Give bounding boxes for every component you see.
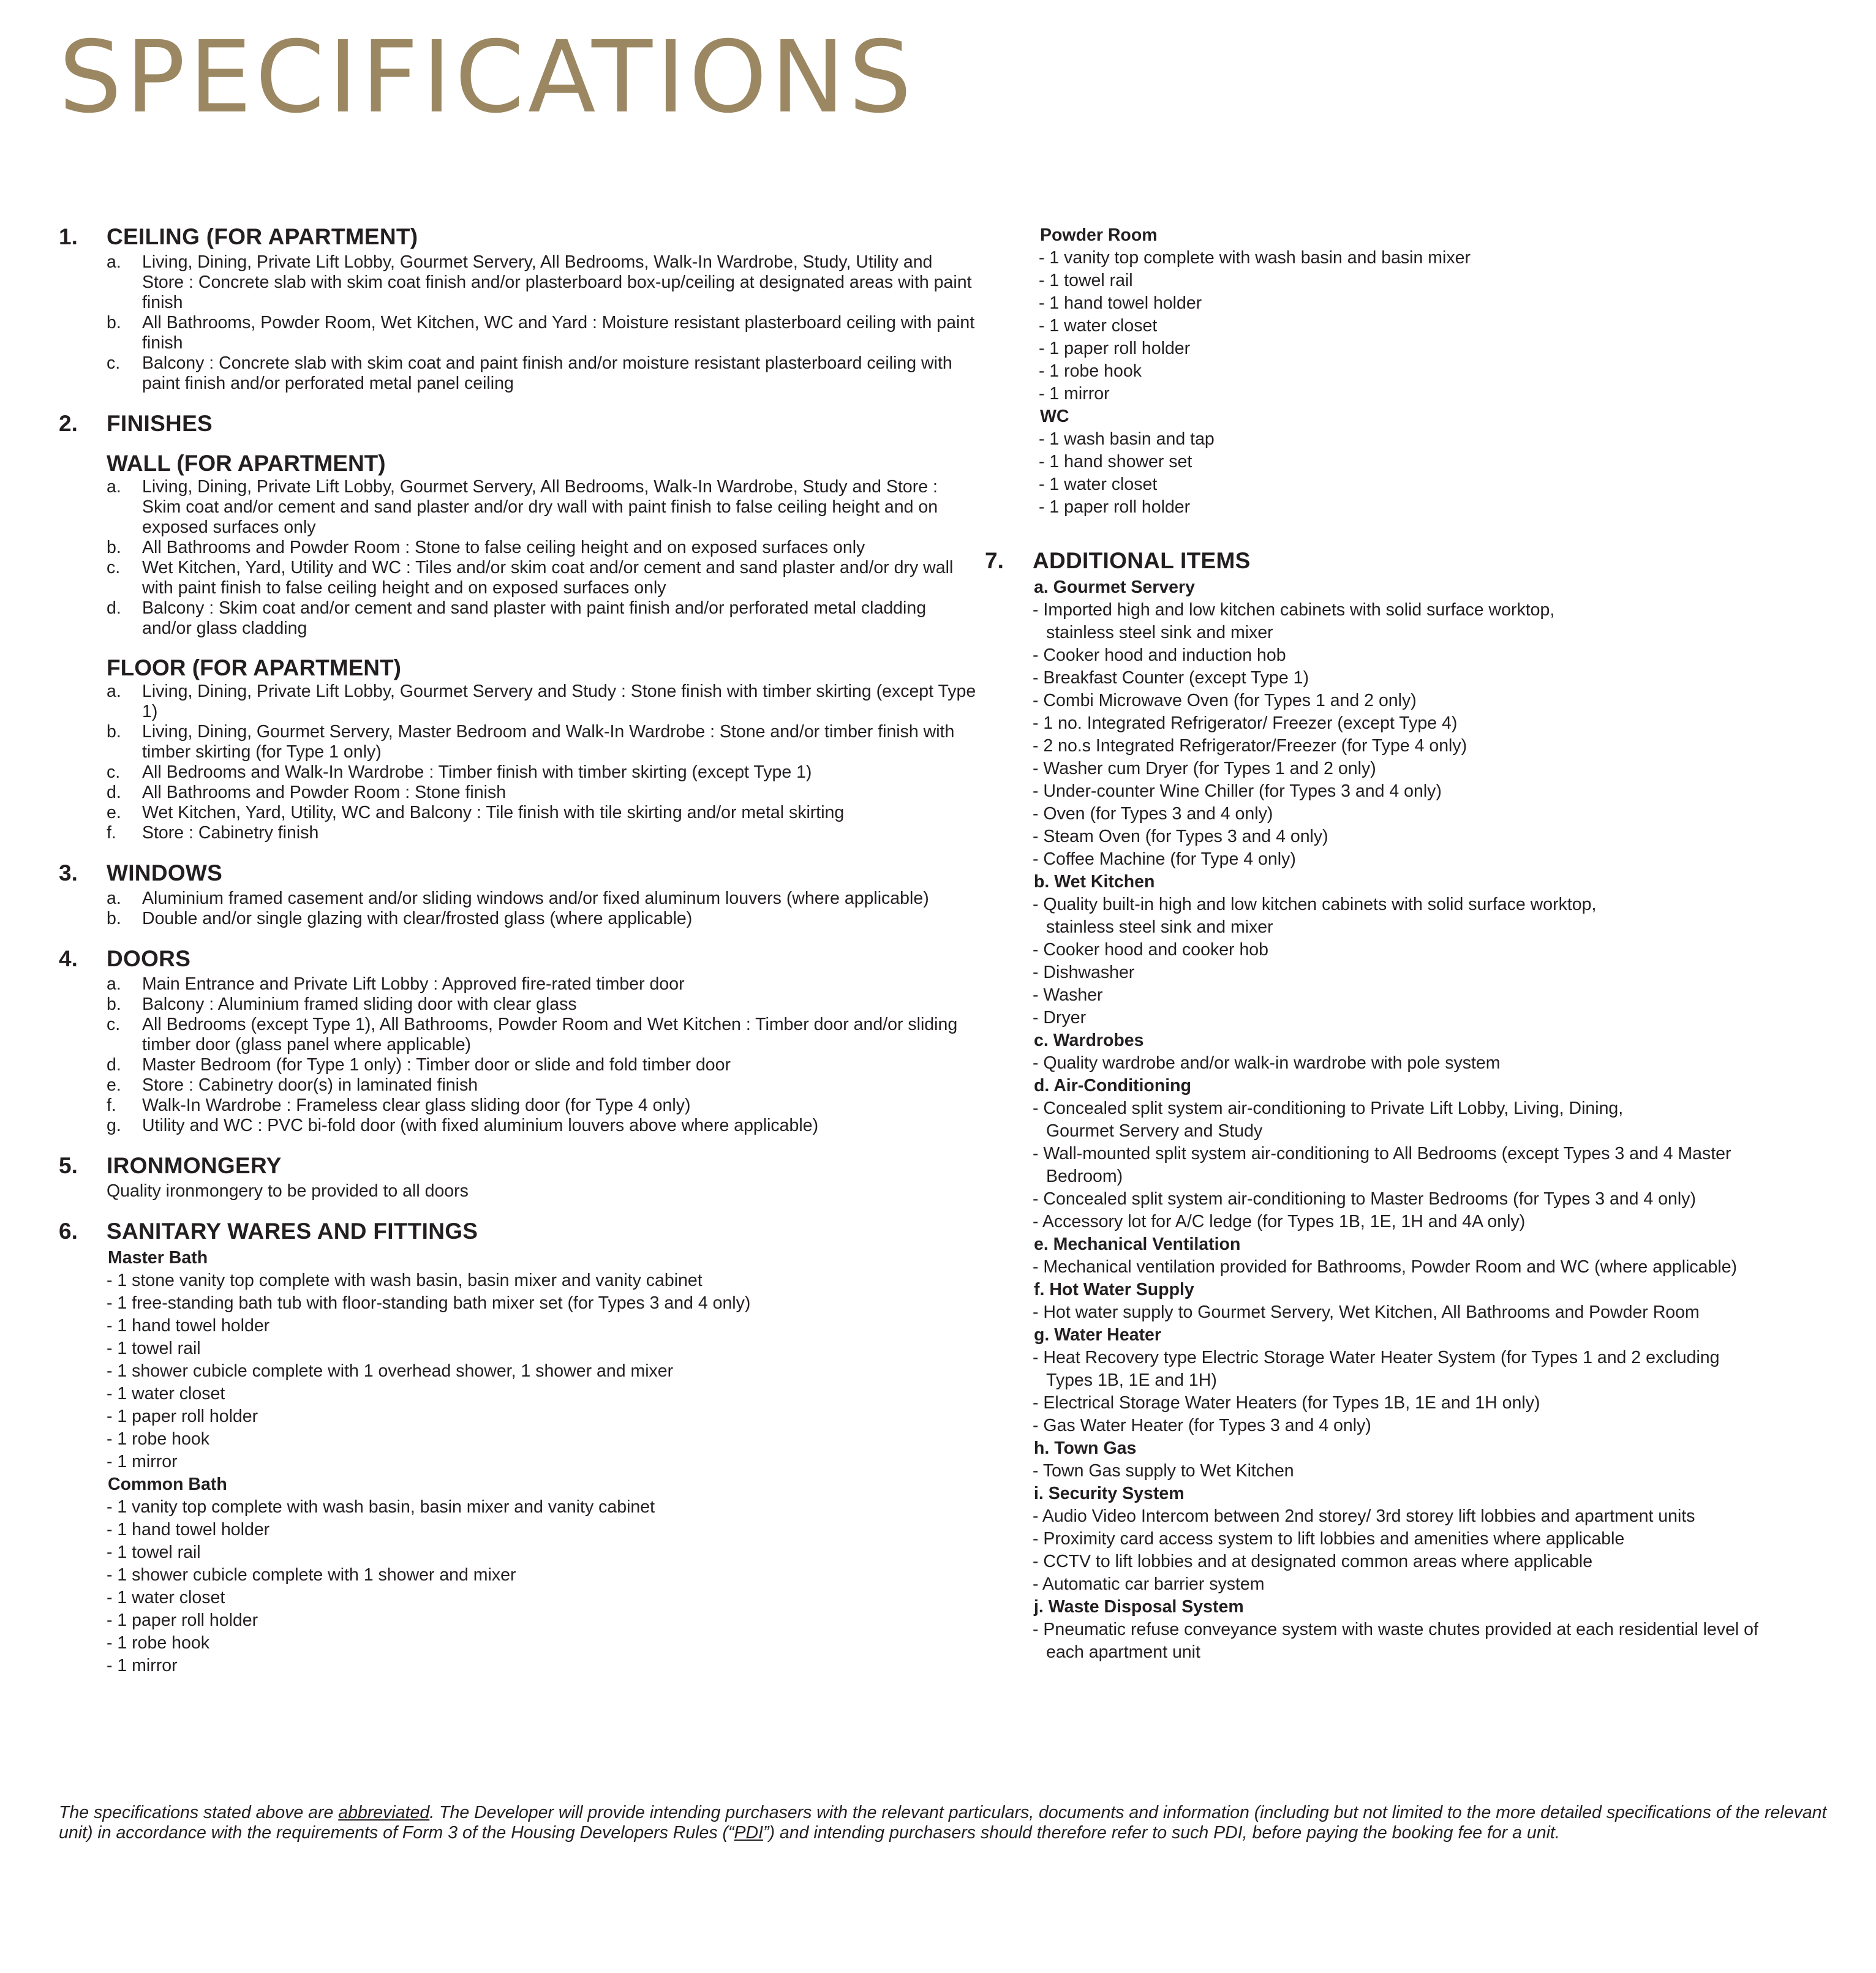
list-item: [107, 762, 978, 783]
list-item: [1033, 1052, 1855, 1075]
item-letter: f.: [107, 823, 116, 843]
item-letter: a.: [107, 477, 121, 497]
item-line: - Automatic car barrier system: [1033, 1574, 1265, 1594]
item-text: Wet Kitchen, Yard, Utility, WC and Balcony : Tile finish with tile skirting and/or metal skirting: [142, 803, 845, 822]
item-text: All Bathrooms and Powder Room : Stone to false ceiling height and on exposed surfaces only: [142, 538, 865, 557]
master-bath-title: Master Bath: [108, 1248, 208, 1268]
list-item: - 1 hand towel holder: [107, 1520, 270, 1539]
list-item: - 1 wash basin and tap: [1039, 429, 1215, 449]
item-letter: b.: [107, 909, 121, 928]
list-item: [107, 558, 978, 598]
list-item: - 1 hand shower set: [1039, 452, 1192, 472]
list-item: [1033, 1211, 1855, 1233]
wardrobes-title: c. Wardrobes: [1034, 1031, 1144, 1050]
item-line: - Audio Video Intercom between 2nd storey/ 3rd storey lift lobbies and apartment units: [1033, 1506, 1695, 1526]
list-item: [107, 994, 978, 1015]
list-item: [1033, 1460, 1855, 1483]
air-conditioning-title: d. Air-Conditioning: [1034, 1076, 1191, 1095]
list-item: [107, 682, 978, 722]
list-item: [1033, 757, 1855, 780]
section-additional-items: [985, 548, 1855, 1664]
section-number: 4.: [59, 946, 78, 971]
list-item: - 1 towel rail: [107, 1339, 201, 1358]
list-item: - 1 paper roll holder: [107, 1407, 258, 1426]
section-ceiling: [59, 224, 978, 394]
list-item: [107, 252, 978, 313]
item-letter: f.: [107, 1095, 116, 1115]
list-item: - 1 towel rail: [107, 1543, 201, 1562]
list-item: - 1 robe hook: [107, 1633, 209, 1653]
list-item: - 1 water closet: [1039, 475, 1158, 494]
item-line: - Coffee Machine (for Type 4 only): [1033, 849, 1296, 869]
list-item: - 1 vanity top complete with wash basin, basin mixer and vanity cabinet: [107, 1497, 655, 1517]
footer-underlined-term: abbreviated: [338, 1803, 430, 1822]
list-item: [1033, 1301, 1855, 1324]
hot-water-supply-list: [985, 1301, 1855, 1324]
common-bath-list: [59, 1496, 978, 1677]
item-line: - Combi Microwave Oven (for Types 1 and 2 only): [1033, 691, 1417, 710]
wet-kitchen-list: [985, 893, 1855, 1029]
powder-room-title: Powder Room: [1040, 225, 1158, 245]
list-item: [107, 1095, 978, 1116]
item-line: - Dryer: [1033, 1008, 1087, 1028]
list-item: - 1 vanity top complete with wash basin and basin mixer: [1039, 248, 1471, 268]
section-sanitary-wares: [59, 1219, 978, 1677]
list-item: [1033, 893, 1855, 939]
water-heater-title: g. Water Heater: [1034, 1325, 1162, 1345]
list-item: [1033, 1097, 1855, 1143]
item-line: - Quality built-in high and low kitchen cabinets with solid surface worktop,: [1033, 895, 1597, 914]
list-item: [107, 823, 978, 843]
item-line: Gourmet Servery and Study: [1046, 1121, 1263, 1141]
list-item: [107, 353, 978, 394]
item-line: stainless steel sink and mixer: [1046, 623, 1273, 642]
list-item: [107, 974, 978, 994]
section-title: IRONMONGERY: [107, 1153, 282, 1178]
item-line: - Cooker hood and cooker hob: [1033, 940, 1269, 960]
list-item: - 1 robe hook: [107, 1429, 209, 1449]
list-item: [107, 722, 978, 762]
list-item: - 1 free-standing bath tub with floor-standing bath mixer set (for Types 3 and 4 only): [107, 1293, 751, 1313]
waste-disposal-title: j. Waste Disposal System: [1034, 1597, 1244, 1617]
list-item: [1033, 803, 1855, 825]
item-line: - Hot water supply to Gourmet Servery, Wet Kitchen, All Bathrooms and Powder Room: [1033, 1302, 1700, 1322]
list-item: [1033, 644, 1855, 667]
list-item: [1033, 1143, 1855, 1188]
section-doors: [59, 946, 978, 1136]
item-letter: a.: [107, 682, 121, 701]
footer-text: ”) and intending purchasers should therefore refer to such PDI, before paying the booking fee for a unit.: [763, 1823, 1560, 1843]
footer-underlined-term: PDI: [734, 1823, 764, 1843]
list-item: [1033, 848, 1855, 871]
list-item: [107, 477, 978, 538]
list-item: - 1 shower cubicle complete with 1 shower and mixer: [107, 1565, 516, 1585]
item-line: stainless steel sink and mixer: [1046, 917, 1273, 937]
section-title: WINDOWS: [107, 860, 223, 885]
gourmet-servery-title: a. Gourmet Servery: [1034, 577, 1195, 597]
section-title: ADDITIONAL ITEMS: [1033, 548, 1251, 573]
list-item: [107, 889, 978, 909]
section-number: 5.: [59, 1153, 78, 1178]
ironmongery-text: Quality ironmongery to be provided to all doors: [107, 1181, 469, 1201]
item-text: Balcony : Concrete slab with skim coat and paint finish and/or moisture resistant plasterboard ceiling with paint finish and/or perforated metal panel ceiling: [142, 353, 952, 393]
list-item: - 1 paper roll holder: [1039, 497, 1191, 517]
item-text: Balcony : Skim coat and/or cement and sand plaster with paint finish and/or perforated metal cladding and/or glass cladding: [142, 598, 927, 638]
disclaimer-footer: [59, 1803, 1847, 1843]
list-item: [1033, 1347, 1855, 1392]
item-text: All Bedrooms and Walk-In Wardrobe : Timber finish with timber skirting (except Type 1): [142, 762, 812, 782]
hot-water-supply-title: f. Hot Water Supply: [1034, 1280, 1194, 1299]
item-text: Main Entrance and Private Lift Lobby : Approved fire-rated timber door: [142, 974, 685, 994]
list-item: [1033, 984, 1855, 1007]
item-letter: c.: [107, 558, 121, 577]
item-line: - Mechanical ventilation provided for Bathrooms, Powder Room and WC (where applicable): [1033, 1257, 1738, 1277]
doors-list: [59, 974, 978, 1136]
water-heater-list: [985, 1347, 1855, 1437]
item-line: - Gas Water Heater (for Types 3 and 4 only): [1033, 1416, 1371, 1435]
item-text: Walk-In Wardrobe : Frameless clear glass sliding door (for Type 4 only): [142, 1095, 691, 1115]
item-line: - Accessory lot for A/C ledge (for Types 1B, 1E, 1H and 4A only): [1033, 1212, 1526, 1231]
waste-disposal-list: [985, 1618, 1855, 1664]
gourmet-servery-list: [985, 599, 1855, 871]
item-line: - Dishwasher: [1033, 963, 1135, 982]
list-item: [107, 313, 978, 353]
item-text: Living, Dining, Private Lift Lobby, Gourmet Servery and Study : Stone finish with timber skirting (except Type 1): [142, 682, 976, 721]
section-windows: [59, 860, 978, 929]
item-letter: a.: [107, 252, 121, 272]
section-number: 3.: [59, 860, 78, 885]
wardrobes-list: [985, 1052, 1855, 1075]
air-conditioning-list: [985, 1097, 1855, 1233]
item-letter: g.: [107, 1116, 121, 1135]
section-title: FINISHES: [107, 411, 213, 436]
subsection-title-wall: WALL (FOR APARTMENT): [107, 451, 386, 476]
item-line: - Under-counter Wine Chiller (for Types 3 and 4 only): [1033, 781, 1442, 801]
common-bath-title: Common Bath: [108, 1475, 227, 1494]
town-gas-list: [985, 1460, 1855, 1483]
item-letter: e.: [107, 1075, 121, 1095]
list-item: - 1 robe hook: [1039, 361, 1142, 381]
list-item: [107, 783, 978, 803]
section-finishes: [59, 411, 978, 843]
item-line: - Steam Oven (for Types 3 and 4 only): [1033, 827, 1328, 846]
list-item: [1033, 939, 1855, 961]
security-system-list: [985, 1505, 1855, 1596]
item-line: - Electrical Storage Water Heaters (for Types 1B, 1E and 1H only): [1033, 1393, 1540, 1413]
item-letter: c.: [107, 762, 121, 782]
list-item: - 1 stone vanity top complete with wash basin, basin mixer and vanity cabinet: [107, 1271, 703, 1290]
list-item: [1033, 780, 1855, 803]
item-text: Living, Dining, Gourmet Servery, Master Bedroom and Walk-In Wardrobe : Stone and/or timber finish with timber skirting (for Type 1 only): [142, 722, 955, 762]
item-line: each apartment unit: [1046, 1642, 1200, 1662]
mechanical-ventilation-title: e. Mechanical Ventilation: [1034, 1235, 1241, 1254]
list-item: - 1 water closet: [107, 1588, 225, 1607]
list-item: [1033, 1505, 1855, 1528]
list-item: [1033, 690, 1855, 712]
wet-kitchen-title: b. Wet Kitchen: [1034, 872, 1155, 892]
page-title: SPECIFICATIONS: [59, 20, 916, 135]
list-item: [107, 1055, 978, 1075]
section-number: 1.: [59, 224, 78, 249]
list-item: - 1 water closet: [1039, 316, 1158, 336]
list-item: [1033, 1392, 1855, 1415]
wc-title: WC: [1040, 407, 1069, 426]
item-text: Master Bedroom (for Type 1 only) : Timber door or slide and fold timber door: [142, 1055, 731, 1075]
item-letter: a.: [107, 974, 121, 994]
item-line: - CCTV to lift lobbies and at designated common areas where applicable: [1033, 1552, 1593, 1571]
section-ironmongery: [59, 1153, 978, 1201]
list-item: [107, 598, 978, 639]
list-item: [1033, 712, 1855, 735]
item-text: Wet Kitchen, Yard, Utility and WC : Tiles and/or skim coat and/or cement and sand plaster and/or dry wall with paint finish to false ceiling height and on exposed surfaces only: [142, 558, 954, 598]
list-item: - 1 hand towel holder: [107, 1316, 270, 1336]
list-item: - 1 mirror: [107, 1656, 178, 1675]
item-text: Store : Cabinetry finish: [142, 823, 319, 843]
item-letter: c.: [107, 1015, 121, 1034]
list-item: - 1 towel rail: [1039, 271, 1133, 290]
item-text: Living, Dining, Private Lift Lobby, Gourmet Servery, All Bedrooms, Walk-In Wardrobe, Study and Store : Skim coat and/or cement and sand plaster and/or dry wall with paint finish to false ceiling height and on exposed surfaces only: [142, 477, 938, 537]
list-item: [1033, 1188, 1855, 1211]
list-item: [107, 1015, 978, 1055]
footer-text: The specifications stated above are: [59, 1803, 339, 1822]
item-line: - Proximity card access system to lift lobbies and amenities where applicable: [1033, 1529, 1625, 1549]
right-column: [985, 224, 1855, 1664]
list-item: - 1 hand towel holder: [1039, 293, 1202, 313]
item-text: Utility and WC : PVC bi-fold door (with fixed aluminium louvers above where applicable): [142, 1116, 819, 1135]
list-item: [1033, 1528, 1855, 1550]
section-number: 2.: [59, 411, 78, 436]
list-item: [1033, 1415, 1855, 1437]
list-item: - 1 water closet: [107, 1384, 225, 1404]
list-item: [107, 909, 978, 929]
list-item: [107, 1075, 978, 1095]
security-system-title: i. Security System: [1034, 1484, 1185, 1503]
item-line: - Washer cum Dryer (for Types 1 and 2 only): [1033, 759, 1376, 778]
item-letter: a.: [107, 889, 121, 908]
item-letter: b.: [107, 994, 121, 1014]
left-column: [59, 224, 978, 1677]
list-item: [107, 1116, 978, 1136]
item-text: All Bedrooms (except Type 1), All Bathrooms, Powder Room and Wet Kitchen : Timber door and/or sliding timber door (glass panel where applicable): [142, 1015, 958, 1054]
list-item: [107, 803, 978, 823]
list-item: - 1 paper roll holder: [1039, 339, 1191, 358]
section-title: CEILING (FOR APARTMENT): [107, 224, 418, 249]
section-title: DOORS: [107, 946, 191, 971]
list-item: [1033, 825, 1855, 848]
item-letter: d.: [107, 783, 121, 802]
item-text: Balcony : Aluminium framed sliding door with clear glass: [142, 994, 577, 1014]
list-item: - 1 shower cubicle complete with 1 overhead shower, 1 shower and mixer: [107, 1361, 674, 1381]
item-line: - Imported high and low kitchen cabinets with solid surface worktop,: [1033, 600, 1555, 620]
item-letter: b.: [107, 538, 121, 557]
master-bath-list: [59, 1269, 978, 1473]
item-line: - Pneumatic refuse conveyance system with waste chutes provided at each residential level of: [1033, 1620, 1758, 1639]
item-line: - 1 no. Integrated Refrigerator/ Freezer (except Type 4): [1033, 713, 1458, 733]
item-line: Bedroom): [1046, 1167, 1123, 1186]
item-letter: e.: [107, 803, 121, 822]
subsection-title-floor: FLOOR (FOR APARTMENT): [107, 655, 401, 680]
list-item: [107, 538, 978, 558]
windows-list: [59, 889, 978, 929]
footer-text: . The Developer will provide intending purchasers with the relevant particulars, documents and information (including but not limited to the more detailed specifications of the relevant unit) in accordance with the requirements of Form 3 of the Housing Developers Rules (“: [59, 1803, 1827, 1843]
list-item: [1033, 1618, 1855, 1664]
item-letter: b.: [107, 722, 121, 742]
list-item: [1033, 599, 1855, 644]
section-number: 7.: [985, 548, 1004, 573]
powder-room-list: [985, 247, 1855, 405]
item-line: Types 1B, 1E and 1H): [1046, 1370, 1217, 1390]
item-text: Living, Dining, Private Lift Lobby, Gourmet Servery, All Bedrooms, Walk-In Wardrobe, Study, Utility and Store : Concrete slab with skim coat finish and/or plasterboard box-up/ceiling at designated areas with paint finish: [142, 252, 972, 312]
wc-list: [985, 428, 1855, 519]
item-line: - Concealed split system air-conditioning to Private Lift Lobby, Living, Dining,: [1033, 1099, 1624, 1118]
item-text: All Bathrooms and Powder Room : Stone finish: [142, 783, 507, 802]
item-line: - Town Gas supply to Wet Kitchen: [1033, 1461, 1294, 1481]
town-gas-title: h. Town Gas: [1034, 1438, 1137, 1458]
item-letter: d.: [107, 1055, 121, 1075]
item-line: - Concealed split system air-conditioning to Master Bedrooms (for Types 3 and 4 only): [1033, 1189, 1696, 1209]
section-number: 6.: [59, 1219, 78, 1244]
list-item: - 1 mirror: [107, 1452, 178, 1471]
item-line: - Heat Recovery type Electric Storage Water Heater System (for Types 1 and 2 excluding: [1033, 1348, 1720, 1367]
item-line: - 2 no.s Integrated Refrigerator/Freezer (for Type 4 only): [1033, 736, 1467, 756]
section-title: SANITARY WARES AND FITTINGS: [107, 1219, 478, 1244]
ceiling-list: [59, 252, 978, 394]
item-letter: d.: [107, 598, 121, 618]
list-item: [1033, 961, 1855, 984]
item-text: Double and/or single glazing with clear/frosted glass (where applicable): [142, 909, 693, 928]
item-line: - Cooker hood and induction hob: [1033, 645, 1286, 665]
list-item: - 1 mirror: [1039, 384, 1110, 404]
item-line: - Wall-mounted split system air-conditioning to All Bedrooms (except Types 3 and 4 Master: [1033, 1144, 1731, 1163]
list-item: [1033, 1256, 1855, 1279]
item-letter: c.: [107, 353, 121, 373]
item-line: - Washer: [1033, 985, 1103, 1005]
item-line: - Quality wardrobe and/or walk-in wardrobe with pole system: [1033, 1053, 1501, 1073]
mechanical-ventilation-list: [985, 1256, 1855, 1279]
list-item: [1033, 1007, 1855, 1029]
floor-list: [59, 682, 978, 843]
list-item: - 1 paper roll holder: [107, 1610, 258, 1630]
item-letter: b.: [107, 313, 121, 333]
list-item: [1033, 1550, 1855, 1573]
list-item: [1033, 667, 1855, 690]
list-item: [1033, 735, 1855, 757]
item-line: - Breakfast Counter (except Type 1): [1033, 668, 1309, 688]
item-text: Store : Cabinetry door(s) in laminated finish: [142, 1075, 478, 1095]
item-text: All Bathrooms, Powder Room, Wet Kitchen, WC and Yard : Moisture resistant plasterboard ceiling with paint finish: [142, 313, 975, 353]
list-item: [1033, 1573, 1855, 1596]
item-line: - Oven (for Types 3 and 4 only): [1033, 804, 1273, 824]
item-text: Aluminium framed casement and/or sliding windows and/or fixed aluminum louvers (where applicable): [142, 889, 929, 908]
wall-list: [59, 477, 978, 639]
